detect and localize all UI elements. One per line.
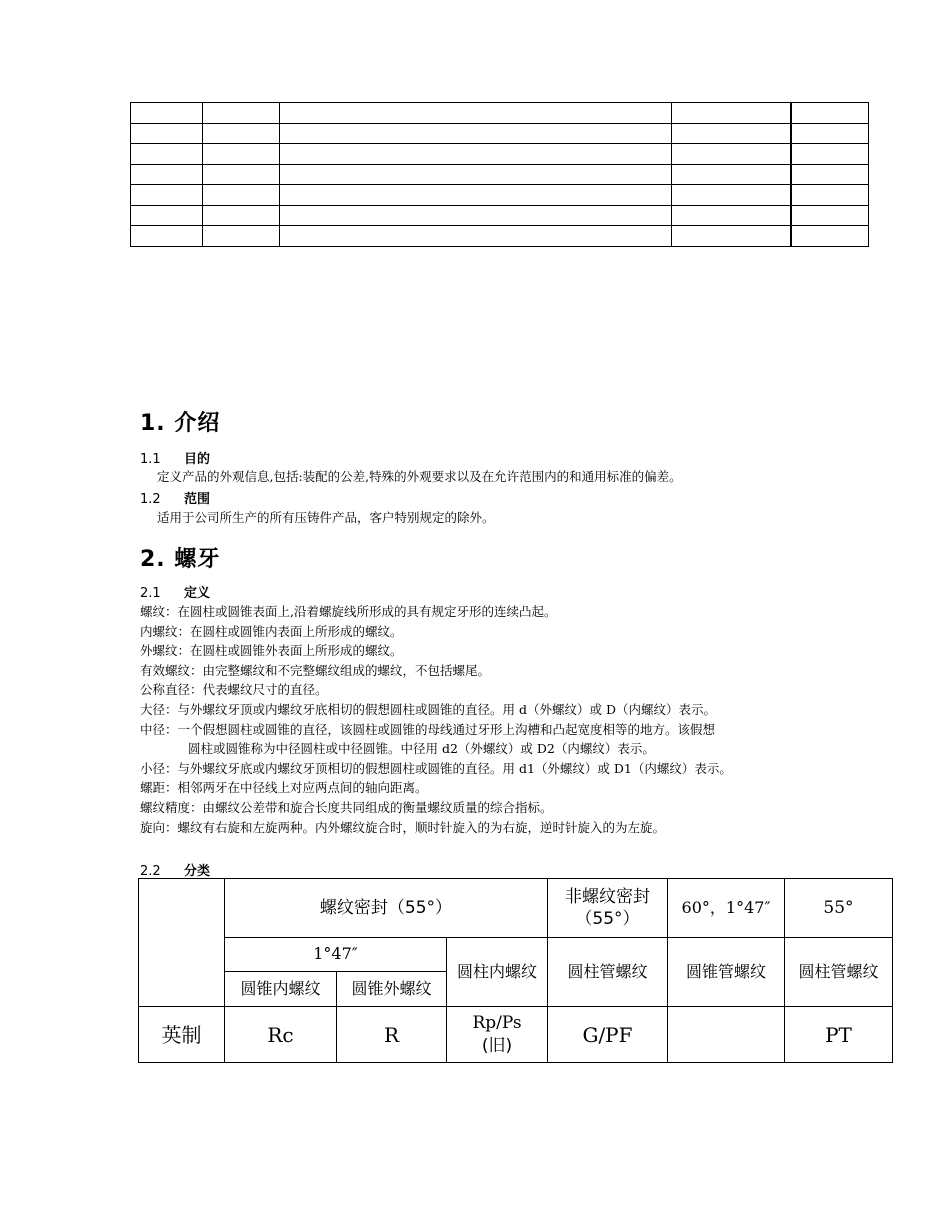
definition-line: 旋向：螺纹有右旋和左旋两种。内外螺纹旋合时，顺时针旋入的为右旋，逆时针旋入的为左旋。 [140, 819, 666, 835]
subsection-title: 目的 [184, 452, 211, 467]
subsection-number: 1.2 [140, 492, 161, 507]
section-1-heading: 1. 介绍 [140, 411, 221, 436]
table-row [131, 226, 869, 247]
subsection-number: 2.1 [140, 586, 161, 601]
purpose-text: 定义产品的外观信息,包括:装配的公差,特殊的外观要求以及在允许范围内的和通用标准的偏差。 [157, 469, 682, 484]
table-row [131, 144, 869, 165]
definition-line: 中径：一个假想圆柱或圆锥的直径，该圆柱或圆锥的母线通过牙形上沟槽和凸起宽度相等的地方。该假想 [140, 721, 716, 737]
rp-value: Rp/Ps [472, 1013, 522, 1034]
cylindrical-pipe-header-2: 圆柱管螺纹 [785, 938, 893, 1007]
pt-cell: PT [785, 1007, 893, 1063]
cylindrical-pipe-header: 圆柱管螺纹 [548, 938, 668, 1007]
definition-line: 有效螺纹：由完整螺纹和不完整螺纹组成的螺纹，不包括螺尾。 [140, 662, 491, 678]
table-corner-cell [139, 879, 225, 1007]
taper-angle-header: 1°47″ [225, 938, 447, 972]
rp-cell [447, 1007, 548, 1063]
table-row [131, 164, 869, 185]
cylindrical-internal-header: 圆柱内螺纹 [447, 938, 548, 1007]
table-row [139, 879, 893, 938]
section-2-heading: 2. 螺牙 [140, 547, 221, 572]
revision-table [130, 102, 869, 247]
table-row [131, 205, 869, 226]
taper-external-header: 圆锥外螺纹 [337, 972, 447, 1007]
subsection-number: 1.1 [140, 452, 161, 467]
subsection-title: 定义 [184, 586, 211, 601]
rp-old-note: (旧) [481, 1035, 513, 1056]
definition-line: 圆柱或圆锥称为中径圆柱或中径圆锥。中径用 d2（外螺纹）或 D2（内螺纹）表示。 [188, 741, 655, 757]
definition-line: 螺纹精度：由螺纹公差带和旋合长度共同组成的衡量螺纹质量的综合指标。 [140, 799, 553, 815]
taper-pipe-header: 圆锥管螺纹 [668, 938, 785, 1007]
definition-line: 公称直径：代表螺纹尺寸的直径。 [140, 682, 328, 698]
subsection-title: 分类 [184, 864, 211, 879]
subsection-2-1-heading [140, 582, 210, 601]
r-cell: R [337, 1007, 447, 1063]
rc-cell: Rc [225, 1007, 337, 1063]
thread-classification-table [138, 878, 893, 1063]
subsection-1-2-heading [140, 488, 210, 507]
subsection-2-2-heading [140, 860, 210, 879]
definition-line: 大径：与外螺纹牙顶或内螺纹牙底相切的假想圆柱或圆锥的直径。用 d（外螺纹）或 D（内螺纹）表示。 [140, 701, 716, 717]
deg55-header: 55° [785, 879, 893, 938]
definition-line: 内螺纹：在圆柱或圆锥内表面上所形成的螺纹。 [140, 623, 403, 639]
non-sealed-thread-header: 非螺纹密封（55°） [548, 879, 668, 938]
definitions-list [140, 602, 732, 837]
table-row [139, 1007, 893, 1063]
sealed-thread-header: 螺纹密封（55°） [225, 879, 548, 938]
definition-line: 外螺纹：在圆柱或圆锥外表面上所形成的螺纹。 [140, 643, 403, 659]
table-row [131, 185, 869, 206]
table-row [131, 123, 869, 144]
g-cell: G/PF [548, 1007, 668, 1063]
imperial-label: 英制 [139, 1007, 225, 1063]
taper-internal-header: 圆锥内螺纹 [225, 972, 337, 1007]
npt-cell [668, 1007, 785, 1063]
table-row [131, 103, 869, 124]
definition-line: 小径：与外螺纹牙底或内螺纹牙顶相切的假想圆柱或圆锥的直径。用 d1（外螺纹）或 D1（内螺纹）表示。 [140, 760, 732, 776]
subsection-title: 范围 [184, 492, 211, 507]
definition-line: 螺纹：在圆柱或圆锥表面上,沿着螺旋线所形成的具有规定牙形的连续凸起。 [140, 604, 557, 619]
definition-line: 螺距：相邻两牙在中径线上对应两点间的轴向距离。 [140, 780, 428, 796]
scope-text: 适用于公司所生产的所有压铸件产品，客户特别规定的除外。 [157, 510, 495, 525]
table-row [139, 938, 893, 972]
subsection-1-1-heading [140, 448, 210, 467]
subsection-number: 2.2 [140, 864, 161, 879]
deg60-header: 60°，1°47″ [668, 879, 785, 938]
